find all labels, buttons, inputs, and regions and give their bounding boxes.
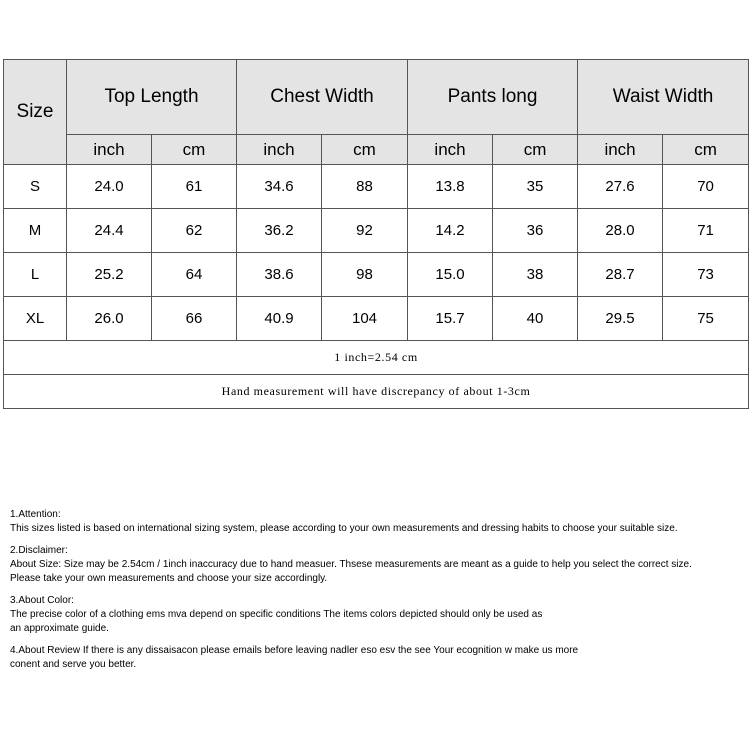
review-block — [10, 644, 745, 672]
disclaimer-title: 2.Disclaimer: — [10, 545, 68, 556]
attention-title: 1.Attention: — [10, 509, 61, 520]
unit-row — [4, 135, 749, 165]
unit-cell: inch — [237, 135, 322, 165]
table-cell: 14.2 — [408, 209, 493, 253]
table-cell: 75 — [663, 297, 749, 341]
unit-cell: inch — [408, 135, 493, 165]
size-label: M — [4, 209, 67, 253]
table-row — [4, 253, 749, 297]
discrepancy-row — [4, 375, 749, 409]
unit-cell: inch — [578, 135, 663, 165]
table-cell: 24.0 — [67, 165, 152, 209]
table-cell: 38.6 — [237, 253, 322, 297]
table-row — [4, 297, 749, 341]
header-waist-width: Waist Width — [578, 60, 749, 135]
header-size: Size — [4, 60, 67, 165]
size-label: L — [4, 253, 67, 297]
color-title: 3.About Color: — [10, 595, 74, 606]
header-chest-width: Chest Width — [237, 60, 408, 135]
table-cell: 36.2 — [237, 209, 322, 253]
table-cell: 92 — [322, 209, 408, 253]
table-cell: 24.4 — [67, 209, 152, 253]
unit-cell: cm — [152, 135, 237, 165]
color-block — [10, 594, 745, 636]
table-cell: 73 — [663, 253, 749, 297]
table-cell: 40.9 — [237, 297, 322, 341]
header-pants-long: Pants long — [408, 60, 578, 135]
unit-cell: cm — [493, 135, 578, 165]
table-cell: 104 — [322, 297, 408, 341]
table-cell: 25.2 — [67, 253, 152, 297]
review-text: 4.About Review If there is any dissaisacon please emails before leaving nadler eso esv the see Your ecognition w make us more — [10, 645, 579, 656]
conversion-note: 1 inch=2.54 cm — [4, 341, 749, 375]
table-cell: 15.0 — [408, 253, 493, 297]
table-cell: 28.7 — [578, 253, 663, 297]
table-cell: 27.6 — [578, 165, 663, 209]
table-cell: 61 — [152, 165, 237, 209]
table-cell: 70 — [663, 165, 749, 209]
table-cell: 38 — [493, 253, 578, 297]
header-row — [4, 60, 749, 135]
disclaimer-text: Please take your own measurements and choose your size accordingly. — [10, 573, 328, 584]
header-top-length: Top Length — [67, 60, 237, 135]
table-cell: 26.0 — [67, 297, 152, 341]
size-label: S — [4, 165, 67, 209]
table-cell: 62 — [152, 209, 237, 253]
table-cell: 66 — [152, 297, 237, 341]
table-cell: 28.0 — [578, 209, 663, 253]
discrepancy-note: Hand measurement will have discrepancy of about 1-3cm — [4, 375, 749, 409]
table-row — [4, 165, 749, 209]
table-cell: 71 — [663, 209, 749, 253]
size-label: XL — [4, 297, 67, 341]
table-cell: 15.7 — [408, 297, 493, 341]
size-chart-table — [3, 59, 749, 409]
table-cell: 64 — [152, 253, 237, 297]
table-cell: 88 — [322, 165, 408, 209]
conversion-row — [4, 341, 749, 375]
attention-block — [10, 508, 745, 536]
unit-cell: inch — [67, 135, 152, 165]
color-text: an approximate guide. — [10, 623, 109, 634]
table-cell: 98 — [322, 253, 408, 297]
table-cell: 34.6 — [237, 165, 322, 209]
table-row — [4, 209, 749, 253]
table-cell: 35 — [493, 165, 578, 209]
table-cell: 40 — [493, 297, 578, 341]
attention-text: This sizes listed is based on international sizing system, please according to your own measurements and dressing habits to choose your suitable size. — [10, 523, 678, 534]
unit-cell: cm — [322, 135, 408, 165]
color-text: The precise color of a clothing ems mva depend on specific conditions The items colors depicted should only be used as — [10, 609, 543, 620]
table-cell: 13.8 — [408, 165, 493, 209]
disclaimer-block — [10, 544, 745, 586]
size-notes — [10, 508, 745, 680]
disclaimer-text: About Size: Size may be 2.54cm / 1inch inaccuracy due to hand measuer. Thsese measurements are meant as a guide to help you select the correct size. — [10, 559, 692, 570]
review-text: conent and serve you better. — [10, 659, 137, 670]
table-cell: 36 — [493, 209, 578, 253]
unit-cell: cm — [663, 135, 749, 165]
table-cell: 29.5 — [578, 297, 663, 341]
